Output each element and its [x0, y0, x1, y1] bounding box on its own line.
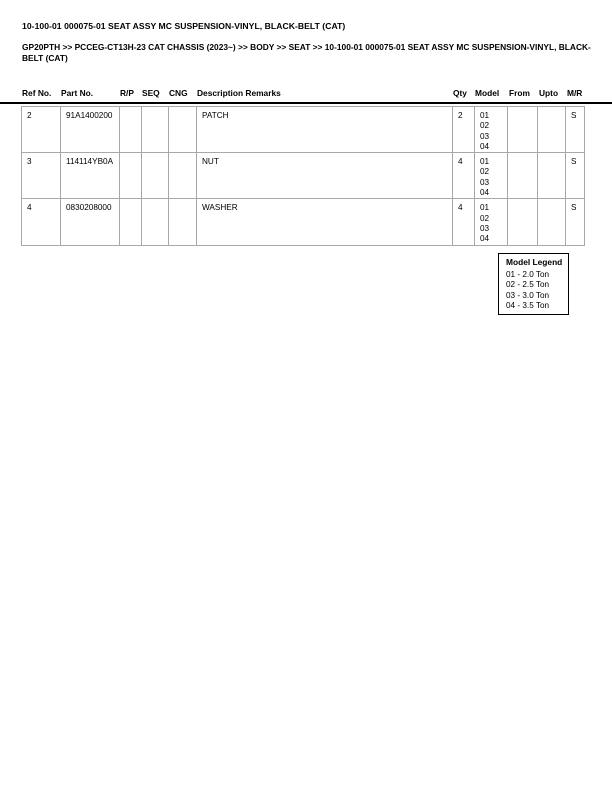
- header-ref-no: Ref No.: [22, 88, 52, 98]
- legend-item: 02 - 2.5 Ton: [506, 280, 550, 290]
- cell-model: [475, 199, 508, 245]
- table-row: [22, 107, 585, 153]
- cell-mr: S: [566, 107, 585, 153]
- cell-rp: [120, 199, 142, 245]
- model-code: 04: [480, 234, 490, 244]
- cell-upto: [538, 107, 566, 153]
- cell-from: [508, 199, 538, 245]
- cell-cng: [169, 199, 197, 245]
- cell-part-no: 114114YB0A: [61, 153, 120, 199]
- header-cng: CNG: [169, 88, 188, 98]
- cell-upto: [538, 199, 566, 245]
- cell-ref-no: 4: [22, 199, 61, 245]
- cell-part-no: 91A1400200: [61, 107, 120, 153]
- cell-qty: 2: [453, 107, 475, 153]
- legend-item: 01 - 2.0 Ton: [506, 270, 550, 279]
- parts-table: [21, 106, 585, 246]
- cell-upto: [538, 153, 566, 199]
- cell-part-no: 0830208000: [61, 199, 120, 245]
- cell-qty: 4: [453, 153, 475, 199]
- model-code: 03: [480, 223, 490, 233]
- cell-seq: [142, 199, 169, 245]
- header-seq: SEQ: [142, 88, 160, 98]
- model-code: 01: [480, 203, 490, 213]
- cell-mr: S: [566, 199, 585, 245]
- header-part-no: Part No.: [61, 88, 94, 98]
- model-code: 02: [480, 121, 490, 131]
- cell-ref-no: 2: [22, 107, 61, 153]
- header-upto: Upto: [539, 88, 559, 98]
- header-qty: Qty: [453, 88, 467, 98]
- legend-item: 04 - 3.5 Ton: [506, 301, 550, 311]
- cell-cng: [169, 107, 197, 153]
- header-mr: M/R: [567, 88, 583, 98]
- cell-qty: 4: [453, 199, 475, 245]
- model-code: 01: [480, 157, 490, 167]
- header-from: From: [509, 88, 530, 98]
- cell-model: [475, 107, 508, 153]
- model-legend: [498, 253, 569, 315]
- cell-seq: [142, 107, 169, 153]
- cell-mr: S: [566, 153, 585, 199]
- cell-rp: [120, 153, 142, 199]
- cell-description: NUT: [197, 153, 453, 199]
- breadcrumb: GP20PTH >> PCCEG-CT13H-23 CAT CHASSIS (2023~) >> BODY >> SEAT >> 10-100-01 000075-01 SEAT ASSY MC SUSPENSION-VINYL, BLACK-BELT (CAT): [22, 42, 591, 63]
- model-code: 03: [480, 131, 490, 141]
- model-code: 02: [480, 167, 490, 177]
- legend-item: 03 - 3.0 Ton: [506, 290, 550, 300]
- model-code: 03: [480, 177, 490, 187]
- header-model: Model: [475, 88, 500, 98]
- cell-from: [508, 107, 538, 153]
- cell-rp: [120, 107, 142, 153]
- model-code: 01: [480, 111, 490, 120]
- cell-from: [508, 153, 538, 199]
- cell-cng: [169, 153, 197, 199]
- cell-description: PATCH: [197, 107, 453, 153]
- cell-description: WASHER: [197, 199, 453, 245]
- model-code: 04: [480, 141, 490, 151]
- legend-title: Model Legend: [506, 257, 563, 267]
- model-code: 02: [480, 213, 490, 223]
- cell-seq: [142, 153, 169, 199]
- cell-ref-no: 3: [22, 153, 61, 199]
- table-row: [22, 199, 585, 245]
- header-description: Description Remarks: [197, 88, 281, 98]
- model-code: 04: [480, 188, 490, 198]
- document-title: 10-100-01 000075-01 SEAT ASSY MC SUSPENSION-VINYL, BLACK-BELT (CAT): [22, 21, 346, 31]
- header-rp: R/P: [120, 88, 134, 98]
- header-divider: [0, 102, 612, 104]
- cell-model: [475, 153, 508, 199]
- table-row: [22, 153, 585, 199]
